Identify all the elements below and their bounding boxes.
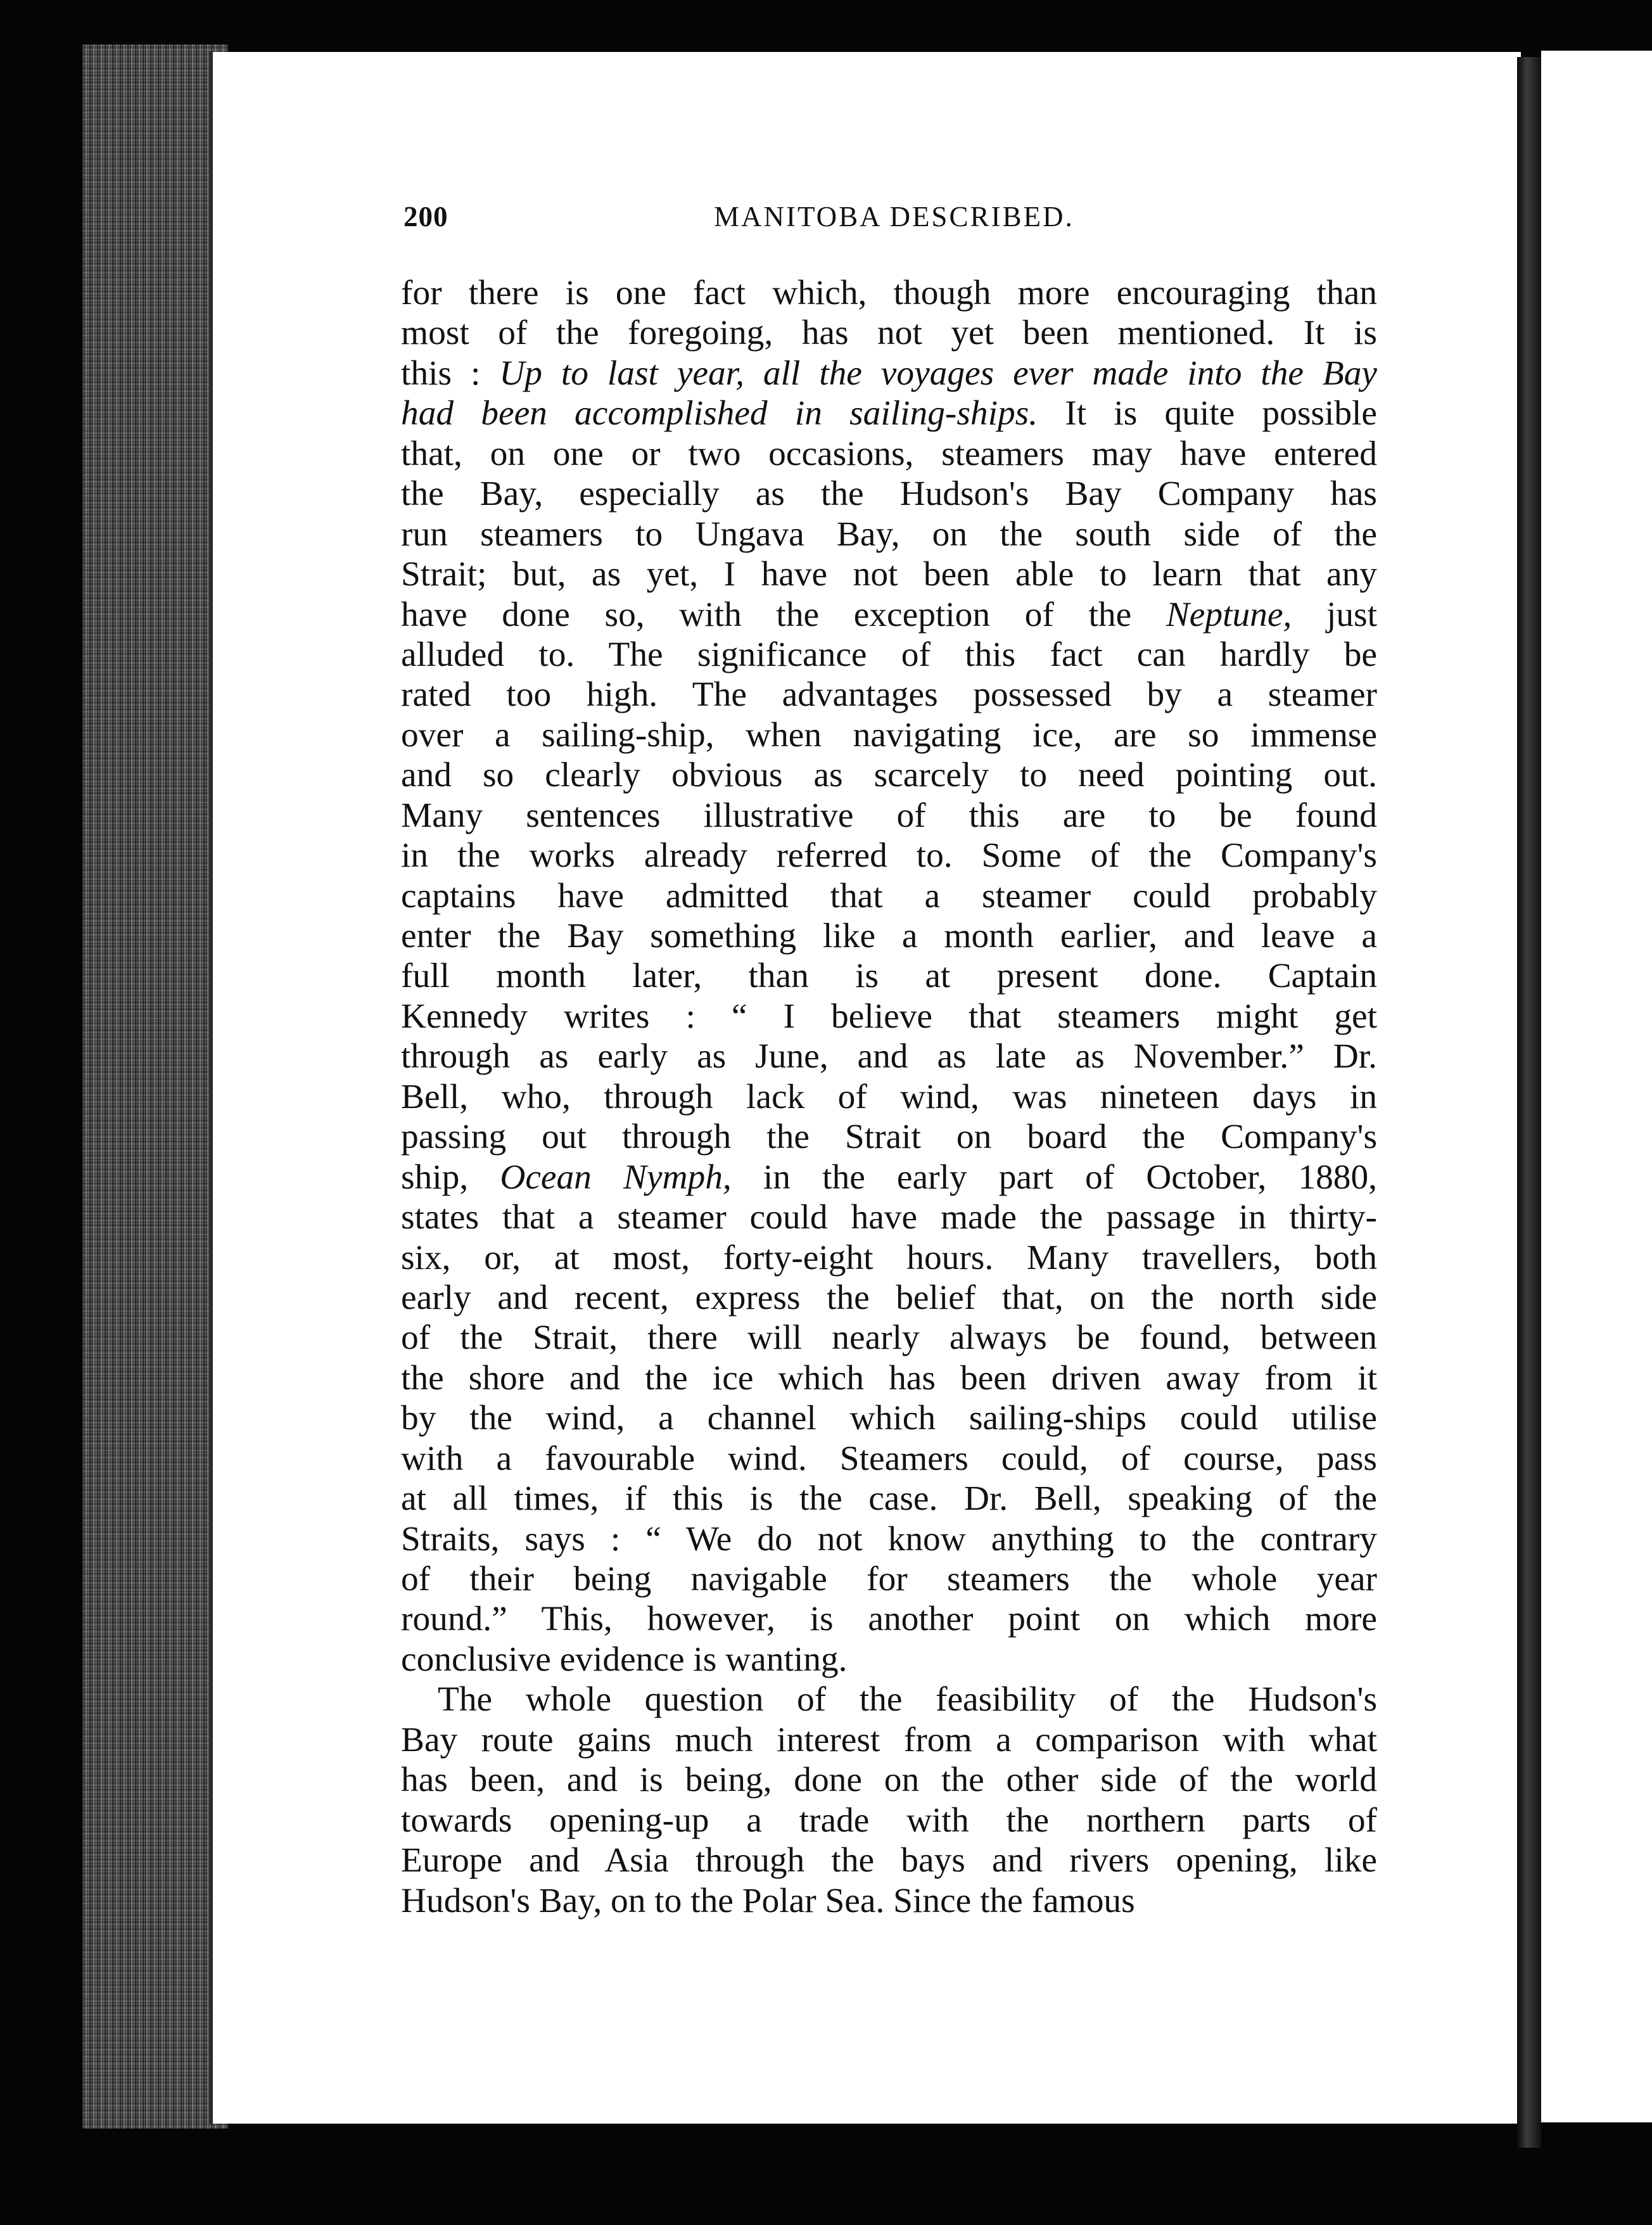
- page-body: [401, 272, 1377, 1920]
- running-title: MANITOBA DESCRIBED.: [714, 201, 1074, 233]
- text-line: captains have admitted that a steamer could probably: [401, 876, 1377, 915]
- text-line: has been, and is being, done on the other side of the world: [401, 1760, 1377, 1799]
- text-line: and so clearly obvious as scarcely to need pointing out.: [401, 755, 1377, 794]
- text-line: round.” This, however, is another point on which more: [401, 1599, 1377, 1638]
- text-line: passing out through the Strait on board the Company's: [401, 1117, 1377, 1156]
- text-line: towards opening-up a trade with the northern parts of: [401, 1800, 1377, 1839]
- left-page-edges: [82, 44, 228, 2129]
- text-line: Bay route gains much interest from a comparison with what: [401, 1719, 1377, 1759]
- text-line: by the wind, a channel which sailing-ships could utilise: [401, 1398, 1377, 1438]
- text-line: rated too high. The advantages possessed by a steamer: [401, 675, 1377, 714]
- text-line: Bell, who, through lack of wind, was nineteen days in: [401, 1076, 1377, 1116]
- text-line: Many sentences illustrative of this are to be found: [401, 795, 1377, 834]
- paragraph: [401, 1679, 1377, 1920]
- text-line: that, on one or two occasions, steamers may have entered: [401, 433, 1377, 473]
- text-line: of their being navigable for steamers the whole year: [401, 1559, 1377, 1598]
- text-line: the shore and the ice which has been driven away from it: [401, 1358, 1377, 1397]
- page-header: [403, 200, 1376, 245]
- text-line: in the works already referred to. Some of the Company's: [401, 836, 1377, 875]
- text-line: at all times, if this is the case. Dr. Bell, speaking of the: [401, 1479, 1377, 1518]
- text-line: conclusive evidence is wanting.: [401, 1639, 848, 1678]
- text-line: run steamers to Ungava Bay, on the south side of the: [401, 514, 1377, 553]
- text-line: this : Up to last year, all the voyages ever made into the Bay: [401, 353, 1377, 392]
- italic-text: Up to last year, all the voyages ever made into the Bay: [499, 353, 1377, 392]
- text-line: full month later, than is at present done. Captain: [401, 956, 1377, 995]
- text-line: most of the foregoing, has not yet been mentioned. It is: [401, 313, 1377, 352]
- page-number: 200: [403, 201, 448, 233]
- facing-page-edge: [1541, 51, 1652, 2122]
- text-line: states that a steamer could have made the passage in thirty-: [401, 1197, 1377, 1237]
- text-line: had been accomplished in sailing-ships. It is quite possible: [401, 393, 1377, 433]
- text-line: with a favourable wind. Steamers could, of course, pass: [401, 1438, 1377, 1477]
- text-line: through as early as June, and as late as November.” Dr.: [401, 1036, 1377, 1076]
- italic-text: Ocean Nymph,: [500, 1157, 732, 1196]
- text-line: The whole question of the feasibility of the Hudson's: [438, 1680, 1377, 1719]
- text-line: of the Strait, there will nearly always be found, between: [401, 1318, 1377, 1357]
- paragraph: [401, 272, 1377, 1679]
- italic-text: Neptune,: [1166, 594, 1292, 634]
- text-line: the Bay, especially as the Hudson's Bay Company has: [401, 474, 1377, 513]
- text-line: Hudson's Bay, on to the Polar Sea. Since the famous: [401, 1880, 1135, 1920]
- text-line: enter the Bay something like a month earlier, and leave a: [401, 916, 1377, 955]
- text-line: ship, Ocean Nymph, in the early part of October, 1880,: [401, 1157, 1378, 1196]
- text-line: early and recent, express the belief that, on the north side: [401, 1277, 1377, 1317]
- text-line: Kennedy writes : “ I believe that steamers might get: [401, 996, 1377, 1035]
- text-line: Straits, says : “ We do not know anything to the contrary: [401, 1519, 1377, 1558]
- gutter-shadow: [1517, 57, 1541, 2148]
- text-line: for there is one fact which, though more encouraging than: [401, 273, 1377, 312]
- text-line: alluded to. The significance of this fact can hardly be: [401, 634, 1377, 673]
- text-line: have done so, with the exception of the Neptune, just: [401, 594, 1377, 634]
- text-line: Europe and Asia through the bays and rivers opening, like: [401, 1840, 1377, 1880]
- text-line: Strait; but, as yet, I have not been able to learn that any: [401, 554, 1377, 594]
- text-line: over a sailing-ship, when navigating ice, are so immense: [401, 715, 1377, 754]
- italic-text: had been accomplished in sailing-ships.: [401, 393, 1038, 433]
- text-line: six, or, at most, forty-eight hours. Many travellers, both: [401, 1237, 1377, 1277]
